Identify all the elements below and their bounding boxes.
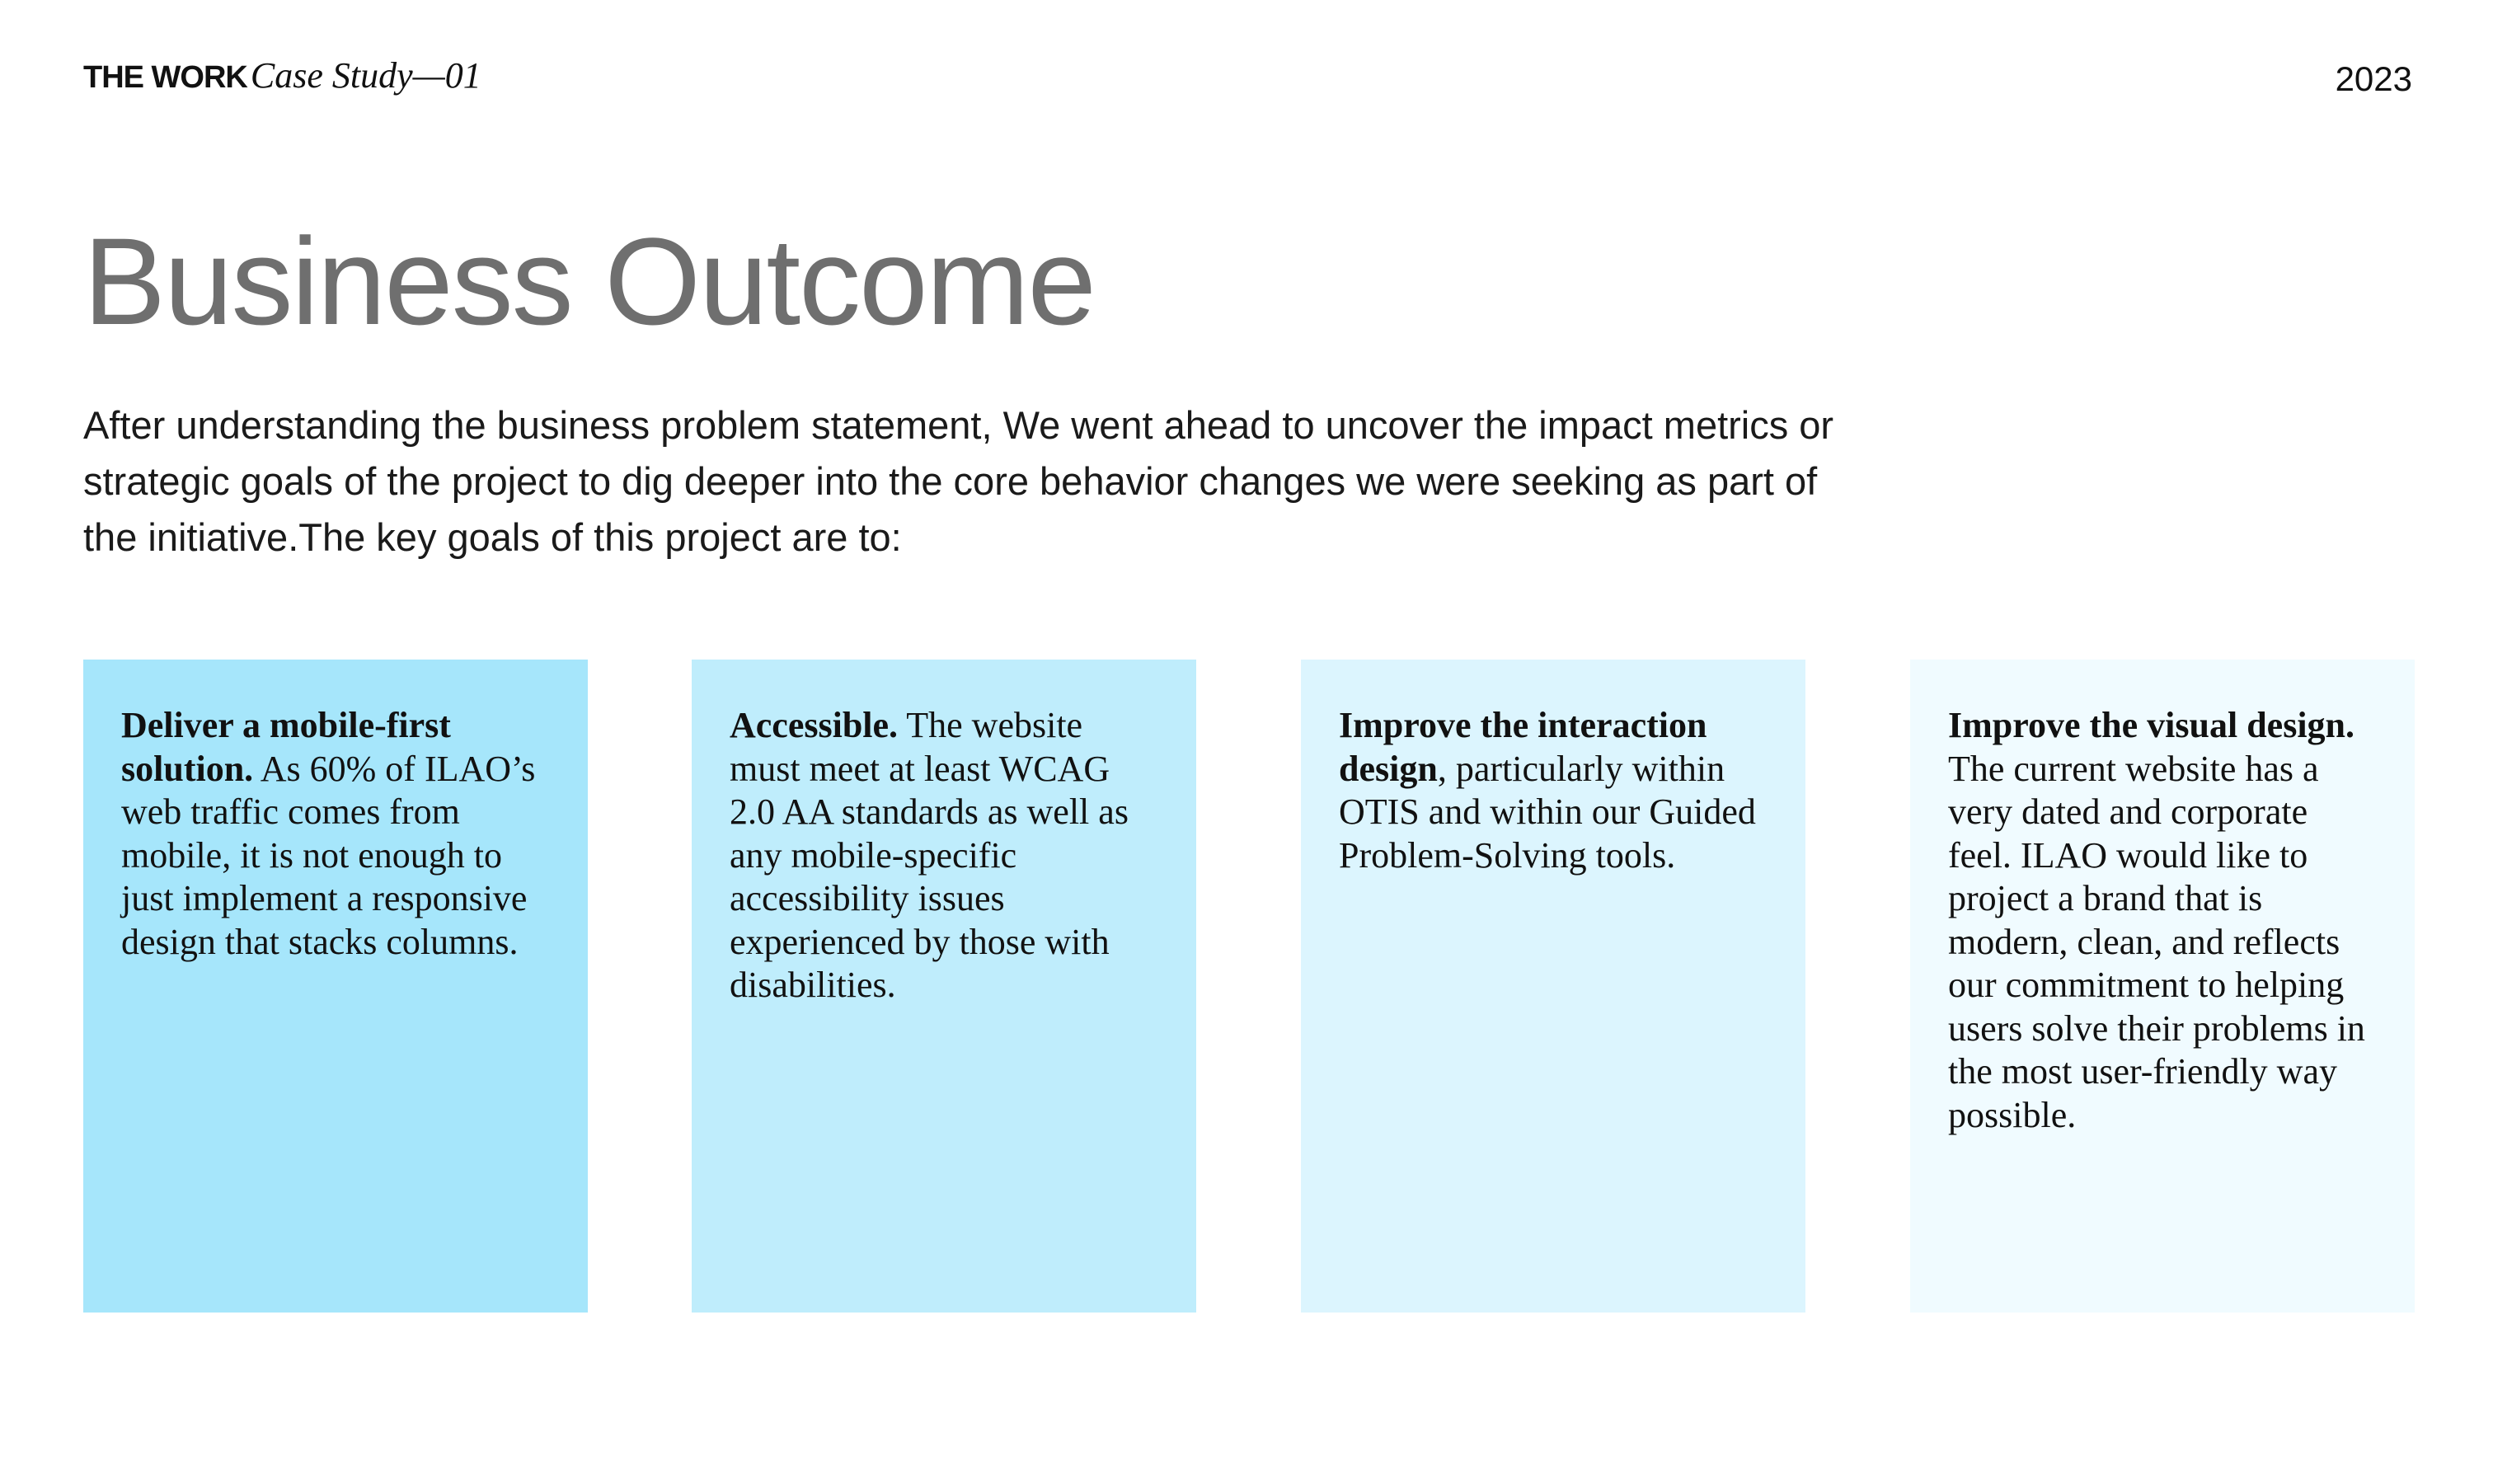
goal-card-heading: Improve the visual design.	[1948, 705, 2355, 745]
goal-card-heading: Improve the interaction design	[1339, 705, 1707, 789]
goal-card-body: The current website has a very dated and corporate feel. ILAO would like to project a brand that is modern, clean, and reflects our commitment to helping users solve their problems in the most user-friendly way possible.	[1948, 748, 2365, 1135]
goal-card-body: , particularly within OTIS and within our Guided Problem-Solving tools.	[1339, 748, 1756, 876]
goal-card-mobile-first	[83, 660, 588, 1313]
goal-card-body: As 60% of ILAO’s web traffic comes from mobile, it is not enough to just implement a responsive design that stacks columns.	[121, 748, 536, 962]
intro-paragraph: After understanding the business problem statement, We went ahead to uncover the impact metrics or strategic goals of the project to dig deeper into the core behavior changes we were seeking as part of the initiative.The key goals of this project are to:	[83, 403, 1834, 559]
goal-card-accessible	[692, 660, 1196, 1313]
goal-card-visual-design	[1910, 660, 2415, 1313]
goal-card-heading: Accessible.	[730, 705, 899, 745]
case-study-label: Case Study—01	[250, 55, 481, 96]
year-label: 2023	[2335, 59, 2412, 98]
goal-card-interaction-design	[1301, 660, 1805, 1313]
goal-card-body: The website must meet at least WCAG 2.0 AA standards as well as any mobile-specific accessibility issues experienced by those with disabilities.	[730, 705, 1129, 1005]
page-title: Business Outcome	[83, 212, 1095, 350]
goal-card-heading: Deliver a mobile-first solution.	[121, 705, 451, 789]
page-header	[83, 54, 481, 96]
brand-logo-text: THE WORK	[83, 60, 247, 95]
